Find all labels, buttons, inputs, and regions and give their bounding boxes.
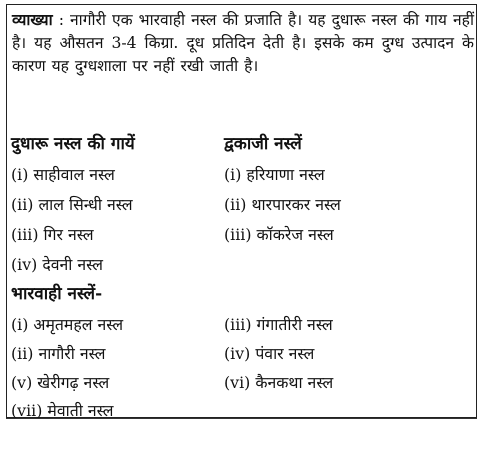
draught-breed-item: (ii) नागौरी नस्ल: [11, 344, 106, 363]
dual-breed-item: (i) हरियाणा नस्ल: [224, 165, 325, 184]
answer-box: [6, 4, 477, 418]
draught-breed-item: (vii) मेवाती नस्ल: [11, 401, 114, 420]
dual-breed-item: (ii) थारपारकर नस्ल: [224, 195, 341, 214]
draught-breed-item: (i) अमृतमहल नस्ल: [11, 315, 124, 334]
dairy-breed-item: (i) साहीवाल नस्ल: [11, 165, 115, 184]
dairy-breed-item: (iii) गिर नस्ल: [11, 225, 94, 244]
bottom-rule: [6, 418, 477, 419]
draught-breed-item: (iii) गंगातीरी नस्ल: [224, 315, 333, 334]
explanation-colon: :: [58, 11, 64, 29]
dual-purpose-breeds-heading: द्वकाजी नस्लें: [224, 134, 302, 154]
draught-breed-item: (vi) कैनकथा नस्ल: [224, 373, 334, 392]
explanation-paragraph: [12, 8, 474, 78]
dual-breed-item: (iii) कॉकरेज नस्ल: [224, 225, 334, 244]
draught-breed-item: (v) खेरीगढ़ नस्ल: [11, 373, 110, 392]
dairy-breed-item: (iv) देवनी नस्ल: [11, 255, 103, 274]
draught-breeds-heading: भारवाही नस्लें-: [11, 284, 103, 304]
explanation-text: नागौरी एक भारवाही नस्ल की प्रजाति है। यह दुधारू नस्ल की गाय नहीं है। यह औसतन 3-4 किग्रा. दूध प्रतिदिन देती है। इसके कम दुग्ध उत्पादन के कारण यह दुग्धशाला पर नहीं रखी जाती है।: [12, 11, 474, 75]
draught-breed-item: (iv) पंवार नस्ल: [224, 344, 315, 363]
dairy-breed-item: (ii) लाल सिन्धी नस्ल: [11, 195, 133, 214]
dairy-breeds-heading: दुधारू नस्ल की गायें: [11, 134, 135, 154]
explanation-label: व्याख्या: [12, 10, 53, 29]
